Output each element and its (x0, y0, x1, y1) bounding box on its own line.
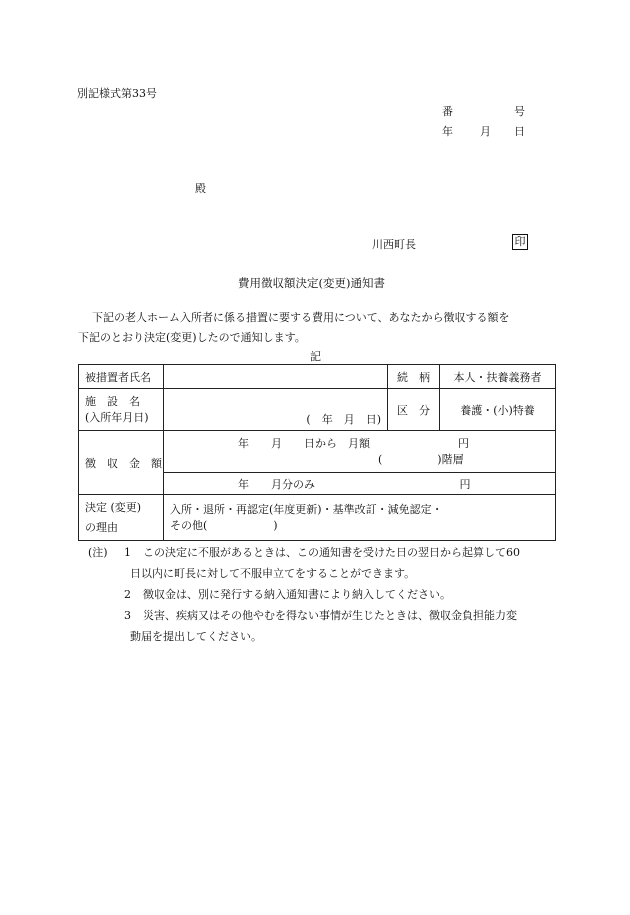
recipient-honorific: 殿 (195, 182, 206, 195)
note-item-2 (88, 584, 558, 605)
note-text: 災害、疾病又はその他やむを得ない事情が生じたときは、徴収金負担能力変 (143, 609, 517, 622)
bracket-level-line: ( )階層 (378, 452, 464, 466)
doc-number-label-left: 番 (442, 105, 453, 118)
form-table (78, 364, 556, 541)
one-time-yen: 円 (459, 477, 471, 491)
reason-options-line2: その他( ) (170, 518, 278, 532)
note-text-continued: 動届を提出してください。 (130, 630, 262, 643)
reason-label-line1: 決定 (変更) (85, 500, 142, 514)
notes-section (88, 542, 558, 647)
admission-date-label: (入所年月日) (85, 410, 149, 424)
note-number: 1 (124, 546, 131, 559)
relation-label: 続 柄 (388, 365, 440, 389)
date-month-label: 月 (480, 125, 491, 138)
one-time-period: 年 月分のみ (238, 477, 315, 491)
table-row-reason (79, 495, 556, 541)
facility-label-cell (79, 389, 164, 431)
admission-date-hint: ( 年 月 日) (306, 413, 381, 426)
reason-label-line2: の理由 (85, 520, 118, 534)
reason-label-cell (79, 495, 164, 541)
notes-prefix: (注) (88, 546, 108, 559)
date-year-label: 年 (442, 125, 453, 138)
note-number: 3 (124, 609, 131, 622)
doc-number-label-right: 号 (514, 105, 525, 118)
kubun-label: 区 分 (388, 389, 440, 431)
note-text: この決定に不服があるときは、この通知書を受けた日の翌日から起算して60 (143, 546, 520, 559)
ki-heading: 記 (310, 350, 321, 363)
note-item-3 (88, 605, 558, 626)
form-number: 別記様式第33号 (77, 87, 157, 100)
kubun-value: 養護・(小)特養 (440, 389, 556, 431)
monthly-amount-line: 年 月 日から 月額 円 (238, 436, 469, 450)
seal-mark: 印 (512, 234, 528, 250)
body-text-line1: 下記の老人ホーム入所者に係る措置に要する費用について、あなたから徴収する額を (92, 311, 510, 324)
table-row-facility (79, 389, 556, 431)
subject-name-field[interactable] (164, 365, 388, 389)
relation-value: 本人・扶養義務者 (440, 365, 556, 389)
note-text-continued: 日以内に町長に対して不服申立てをすることができます。 (130, 567, 416, 580)
subject-name-label: 被措置者氏名 (79, 365, 164, 389)
facility-field[interactable] (164, 389, 388, 431)
note-text: 徴収金は、別に発行する納入通知書により納入してください。 (143, 588, 451, 601)
amount-label: 徴 収 金 額 (79, 431, 164, 495)
monthly-amount-field[interactable] (164, 431, 556, 473)
body-text-line2: 下記のとおり決定(変更)したので通知します。 (78, 331, 306, 344)
table-row-name (79, 365, 556, 389)
note-item-1 (88, 542, 558, 563)
note-number: 2 (124, 588, 131, 601)
issuer-name: 川西町長 (372, 238, 416, 251)
document-title: 費用徴収額決定(変更)通知書 (238, 276, 385, 290)
reason-field[interactable] (164, 495, 556, 541)
table-row-amount (79, 431, 556, 473)
date-day-label: 日 (514, 125, 525, 138)
reason-options-line1: 入所・退所・再認定(年度更新)・基準改訂・減免認定・ (170, 502, 443, 516)
one-time-amount-field[interactable] (164, 473, 556, 495)
facility-label: 施 設 名 (85, 394, 140, 408)
